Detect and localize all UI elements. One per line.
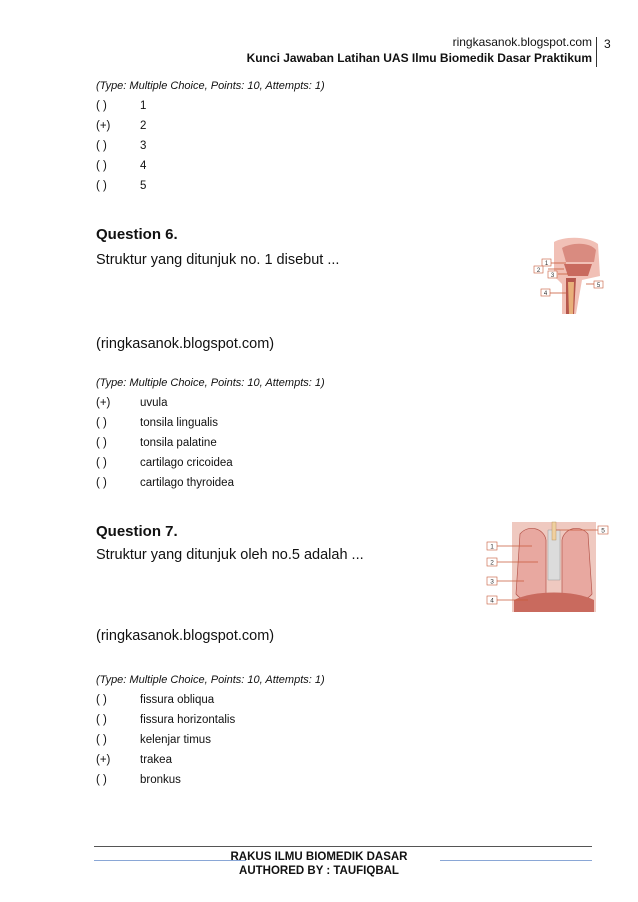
nasal-cavity-shape — [562, 244, 596, 262]
prev-option-3 — [96, 140, 146, 152]
prev-option-5 — [96, 180, 146, 192]
option-mark: (+) — [96, 754, 111, 766]
figure-label: 3 — [550, 273, 555, 279]
option-mark: ( ) — [96, 714, 107, 726]
question-6-option-3 — [96, 437, 217, 449]
question-6-option-2 — [96, 417, 218, 429]
option-mark: ( ) — [96, 457, 107, 469]
option-mark: ( ) — [96, 417, 107, 429]
question-6-option-5 — [96, 477, 234, 489]
left-lung-shape — [516, 528, 546, 600]
figure-label: 4 — [490, 597, 494, 605]
footer-divider — [94, 846, 592, 847]
option-mark: ( ) — [96, 160, 107, 172]
question-7-title: Question 7. — [96, 523, 178, 540]
right-lung-shape — [562, 528, 592, 600]
option-mark: ( ) — [96, 140, 107, 152]
option-text: kelenjar timus — [140, 734, 211, 746]
option-mark: ( ) — [96, 437, 107, 449]
figure-label: 5 — [596, 283, 601, 289]
header-title: Kunci Jawaban Latihan UAS Ilmu Biomedik Dasar Praktikum — [246, 51, 592, 65]
figure-label: 2 — [536, 268, 541, 274]
footer-line-1: RAKUS ILMU BIOMEDIK DASAR — [230, 851, 408, 863]
question-7-option-5 — [96, 774, 181, 786]
trachea-shape — [552, 522, 556, 540]
option-mark: (+) — [96, 120, 111, 132]
question-6-option-4 — [96, 457, 233, 469]
option-text: 4 — [140, 160, 147, 172]
option-mark: ( ) — [96, 100, 107, 112]
question-7-meta: (Type: Multiple Choice, Points: 10, Attempts: 1) — [96, 674, 325, 686]
option-text: 3 — [140, 140, 147, 152]
option-mark: (+) — [96, 397, 111, 409]
option-text: 2 — [140, 120, 147, 132]
prev-option-2 — [96, 120, 146, 132]
option-mark: ( ) — [96, 477, 107, 489]
option-mark: ( ) — [96, 694, 107, 706]
option-mark: ( ) — [96, 180, 107, 192]
page-header — [247, 34, 592, 66]
header-site: ringkasanok.blogspot.com — [452, 35, 592, 49]
question-7-option-1 — [96, 694, 214, 706]
option-text: fissura horizontalis — [140, 714, 236, 726]
option-text: uvula — [140, 397, 168, 409]
figure-label: 1 — [544, 261, 549, 267]
figure-label: 1 — [490, 543, 494, 551]
option-text: cartilago cricoidea — [140, 457, 233, 469]
question-6-option-1 — [96, 397, 168, 409]
question-7-text: Struktur yang ditunjuk oleh no.5 adalah ... — [96, 547, 364, 563]
option-text: 1 — [140, 100, 147, 112]
figure-label: 3 — [490, 578, 494, 586]
header-divider — [596, 37, 597, 67]
oral-cavity-shape — [564, 264, 592, 276]
option-text: trakea — [140, 754, 172, 766]
figure-label: 2 — [490, 559, 494, 567]
option-text: cartilago thyroidea — [140, 477, 234, 489]
footer-line-2: AUTHORED BY : TAUFIQBAL — [239, 865, 399, 877]
prev-question-meta: (Type: Multiple Choice, Points: 10, Attempts: 1) — [96, 80, 325, 92]
question-6-source: (ringkasanok.blogspot.com) — [96, 336, 275, 352]
page-number: 3 — [604, 37, 611, 51]
option-text: bronkus — [140, 774, 181, 786]
option-mark: ( ) — [96, 734, 107, 746]
prev-option-4 — [96, 160, 146, 172]
question-7-option-3 — [96, 734, 211, 746]
question-7-option-4 — [96, 754, 172, 766]
option-text: tonsila palatine — [140, 437, 217, 449]
figure-label: 4 — [543, 291, 548, 297]
option-text: 5 — [140, 180, 147, 192]
prev-option-1 — [96, 100, 146, 112]
option-text: fissura obliqua — [140, 694, 215, 706]
thorax-anatomy-figure — [484, 520, 612, 612]
throat-anatomy-figure — [532, 236, 608, 314]
figure-label: 5 — [601, 527, 605, 535]
question-6-meta: (Type: Multiple Choice, Points: 10, Attempts: 1) — [96, 377, 325, 389]
option-text: tonsila lingualis — [140, 417, 218, 429]
question-7-source: (ringkasanok.blogspot.com) — [96, 628, 275, 644]
option-mark: ( ) — [96, 774, 107, 786]
question-6-title: Question 6. — [96, 226, 178, 243]
question-6-text: Struktur yang ditunjuk no. 1 disebut ... — [96, 252, 340, 268]
question-7-option-2 — [96, 714, 235, 726]
trachea-shape — [568, 282, 574, 314]
